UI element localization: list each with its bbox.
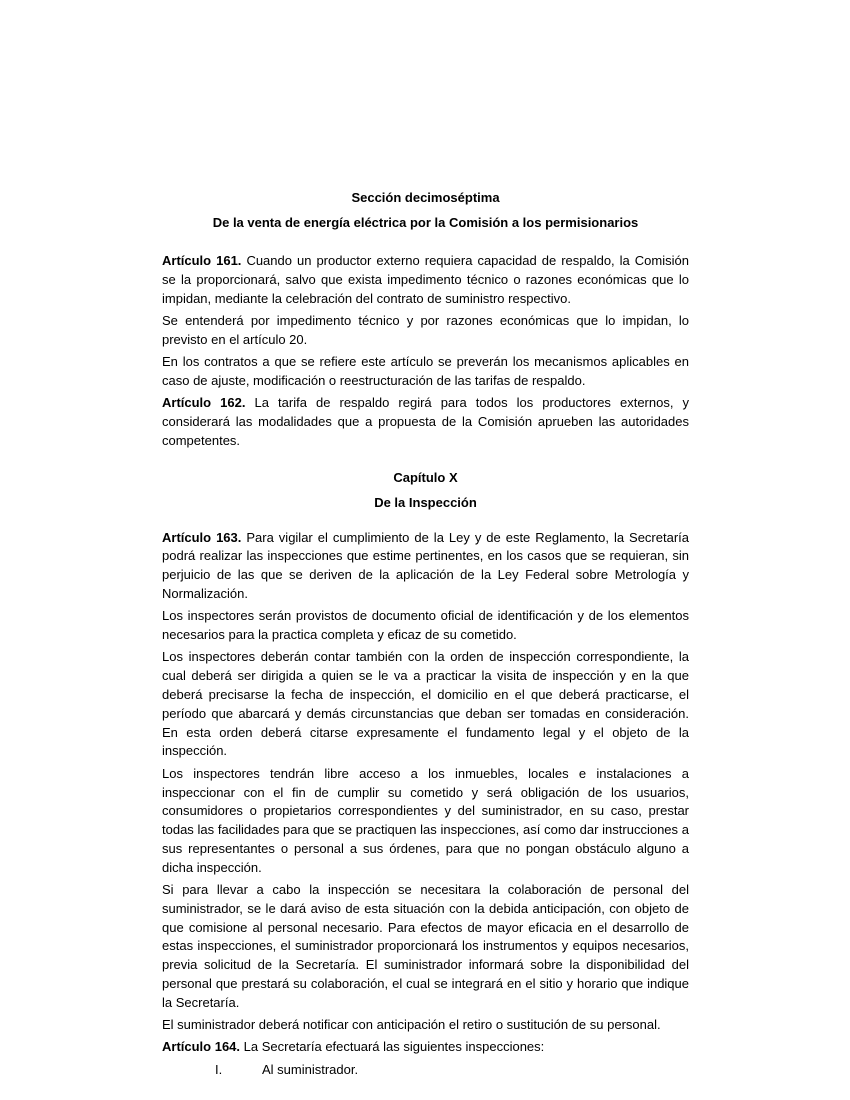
paragraph (162, 881, 689, 1013)
paragraph-text: Se entenderá por impedimento técnico y por razones económicas que lo impidan, lo previsto en el artículo 20. (162, 312, 689, 347)
paragraph-articulo-164 (162, 1038, 689, 1057)
paragraph (162, 1016, 689, 1035)
paragraph-articulo-162 (162, 394, 689, 450)
paragraph (162, 312, 689, 350)
paragraph-text: El suministrador deberá notificar con anticipación el retiro o sustitución de su personal. (162, 1017, 661, 1033)
list-marker: I. (215, 1061, 223, 1077)
list-text: Al suministrador. (262, 1061, 359, 1077)
paragraph (162, 648, 689, 761)
paragraph-text: Cuando un productor externo requiera capacidad de respaldo, la Comisión se la proporcionará, salvo que exista impedimento técnico o razones económicas que lo impidan, mediante la celebración del contrato de suministro respectivo. (162, 253, 689, 306)
article-lead: Artículo 163. (162, 529, 242, 545)
paragraph-articulo-163 (162, 529, 689, 604)
paragraph-articulo-161 (162, 252, 689, 308)
paragraph-text: Si para llevar a cabo la inspección se necesitara la colaboración de personal del suministrador, se le dará aviso de esta situación con la debida anticipación, con objeto de que comisione al personal necesario. Para efectos de mayor eficacia en el desarrollo de estas inspecciones, el suministrador proporcionará los instrumentos y equipos necesarios, previa solicitud de la Secretaría. El suministrador informará sobre la disponibilidad del personal que prestará su colaboración, el cual se integrará en el sitio y horario que indique la Secretaría. (162, 882, 689, 1010)
chapter-subtitle: De la Inspección (374, 494, 477, 510)
article-lead: Artículo 162. (162, 395, 246, 411)
document-content (162, 189, 689, 1083)
paragraph-text: Los inspectores tendrán libre acceso a los inmuebles, locales e instalaciones a inspeccionar con el fin de cumplir su cometido y será obligación de los usuarios, consumidores o propietarios correspondientes y del suministrador, en su caso, prestar todas las facilidades para que se practiquen las inspecciones, así como dar instrucciones a sus representantes o personal a sus órdenes, para que no pongan obstáculo alguno a dicha inspección. (162, 765, 689, 875)
chapter-title: Capítulo X (393, 469, 458, 485)
article-lead: Artículo 164. (162, 1039, 241, 1055)
section-heading (162, 189, 689, 233)
paragraph (162, 765, 689, 878)
section-title: Sección decimoséptima (351, 190, 500, 205)
article-lead: Artículo 161. (162, 253, 242, 269)
paragraph (162, 353, 689, 391)
paragraph-text: En los contratos a que se refiere este artículo se preverán los mecanismos aplicables en caso de ajuste, modificación o reestructuración de las tarifas de respaldo. (162, 354, 689, 388)
paragraph (162, 607, 689, 645)
paragraph-text: La tarifa de respaldo regirá para todos los productores externos, y considerará las modalidades que a propuesta de la Comisión aprueben las autoridades competentes. (162, 395, 689, 448)
paragraph-text: Los inspectores deberán contar también con la orden de inspección correspondiente, la cual deberá ser dirigida a quien se le va a practicar la visita de inspección y en la que deberá precisarse la fecha de inspección, el domicilio en el que deberá practicarse, el período que abarcará y demás circunstancias que deban ser tomadas en consideración. En esta orden deberá citarse expresamente el fundamento legal y el objeto de la inspección. (162, 649, 689, 759)
chapter-heading (162, 469, 689, 513)
paragraph-text: Para vigilar el cumplimiento de la Ley y de este Reglamento, la Secretaría podrá realizar las inspecciones que estime pertinentes, en los casos que se requieran, sin perjuicio de las que se deriven de la aplicación de la Ley Federal sobre Metrología y Normalización. (162, 529, 690, 602)
section-subtitle: De la venta de energía eléctrica por la Comisión a los permisionarios (212, 215, 639, 231)
paragraph-text: La Secretaría efectuará las siguientes inspecciones: (243, 1039, 545, 1055)
list-item (162, 1061, 689, 1080)
paragraph-text: Los inspectores serán provistos de documento oficial de identificación y de los elementos necesarios para la practica completa y eficaz de su cometido. (162, 608, 689, 643)
